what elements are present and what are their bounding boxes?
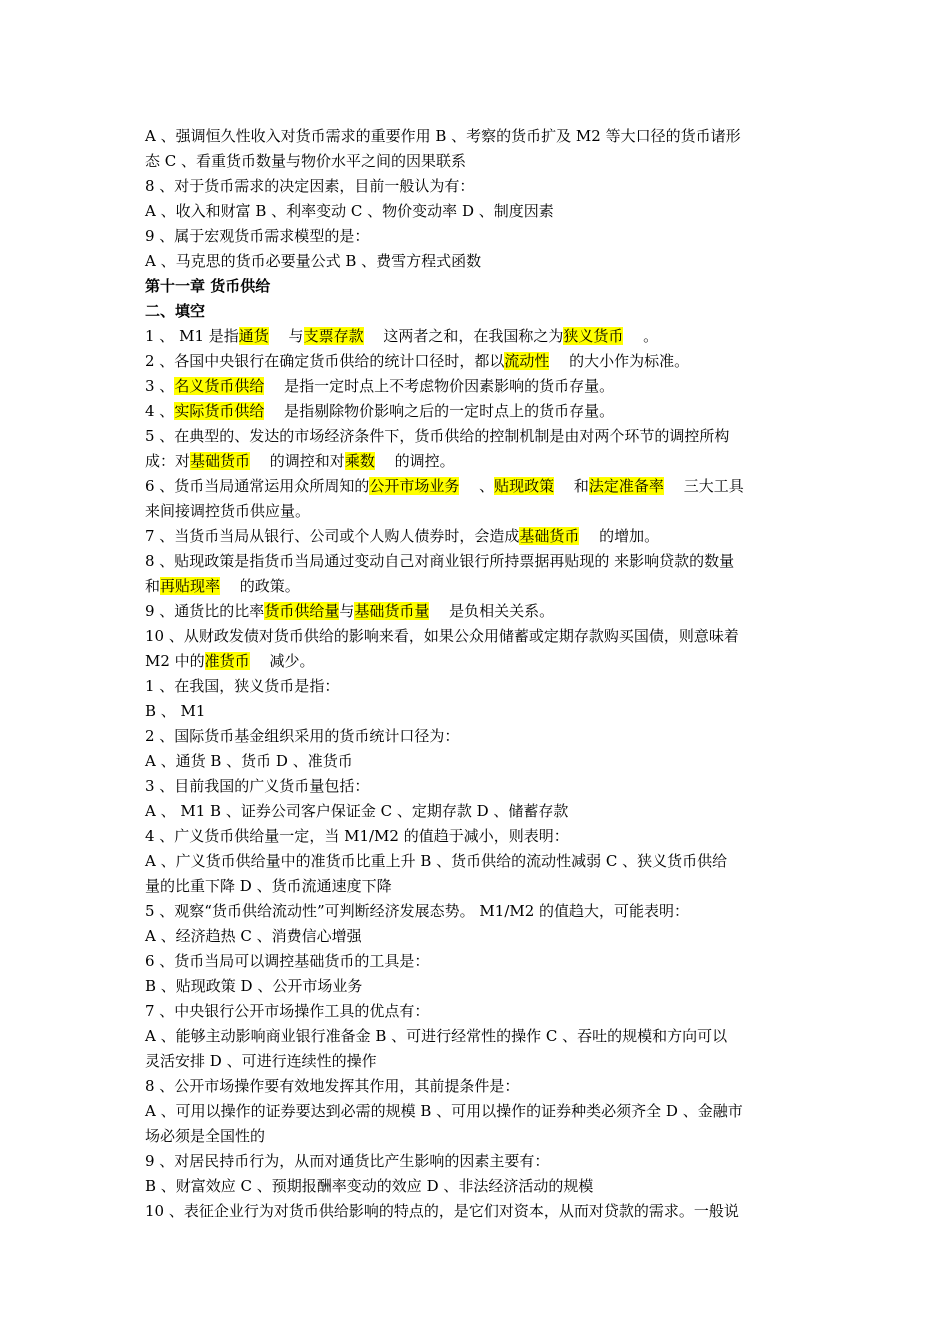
highlighted-answer: 法定准备率 — [588, 477, 664, 495]
highlighted-answer: 通货 — [238, 327, 269, 345]
text-line — [145, 474, 807, 499]
text-segment: 4 、广义货币供给量一定，当 M1/M2 的值趋于减小，则表明： — [145, 827, 569, 845]
text-segment: A 、通货 B 、货币 D 、准货币 — [145, 752, 353, 770]
text-line — [145, 899, 807, 924]
text-segment: 2 、各国中央银行在确定货币供给的统计口径时，都以 — [145, 352, 505, 370]
text-line — [145, 624, 807, 649]
text-segment: 这两者之和，在我国称之为 — [363, 327, 564, 345]
text-segment: 的大小作为标准。 — [549, 352, 690, 370]
text-line — [145, 1074, 807, 1099]
text-line — [145, 399, 807, 424]
text-segment: 第十一章 货币供给 — [145, 277, 271, 295]
text-segment: A 、马克思的货币必要量公式 B 、费雪方程式函数 — [145, 252, 482, 270]
highlighted-answer: 再贴现率 — [160, 577, 221, 595]
text-segment: 4 、 — [145, 402, 175, 420]
text-segment: 减少。 — [249, 652, 315, 670]
highlighted-answer: 狭义货币 — [563, 327, 624, 345]
text-line — [145, 1049, 807, 1074]
highlighted-answer: 支票存款 — [303, 327, 364, 345]
text-line — [145, 499, 807, 524]
text-line — [145, 674, 807, 699]
text-segment: 。 — [623, 327, 659, 345]
text-segment: 8 、对于货币需求的决定因素，目前一般认为有： — [145, 177, 475, 195]
text-line — [145, 774, 807, 799]
highlighted-answer: 乘数 — [344, 452, 375, 470]
text-line — [145, 1024, 807, 1049]
text-segment: 与 — [339, 602, 355, 620]
text-line — [145, 449, 807, 474]
highlighted-answer: 基础货币 — [190, 452, 251, 470]
text-segment: 成：对 — [145, 452, 191, 470]
text-segment: 是指一定时点上不考虑物价因素影响的货币存量。 — [264, 377, 615, 395]
text-segment: 3 、 — [145, 377, 175, 395]
text-segment: A 、广义货币供给量中的准货币比重上升 B 、货币供给的流动性减弱 C 、狭义货币供给 — [145, 852, 728, 870]
text-line — [145, 749, 807, 774]
text-segment: 10 、从财政发债对货币供给的影响来看，如果公众用储蓄或定期存款购买国债，则意味着 — [145, 627, 739, 645]
text-line — [145, 524, 807, 549]
text-line — [145, 1124, 807, 1149]
text-line — [145, 799, 807, 824]
text-segment: 是指剔除物价影响之后的一定时点上的货币存量。 — [264, 402, 615, 420]
text-segment: A 、 M1 B 、证券公司客户保证金 C 、定期存款 D 、储蓄存款 — [145, 802, 569, 820]
text-segment: 8 、公开市场操作要有效地发挥其作用，其前提条件是： — [145, 1077, 520, 1095]
text-segment: 8 、贴现政策是指货币当局通过变动自己对商业银行所持票据再贴现的 来影响贷款的数量 — [145, 552, 735, 570]
text-segment: 的政策。 — [220, 577, 300, 595]
text-line — [145, 149, 807, 174]
text-segment: B 、财富效应 C 、预期报酬率变动的效应 D 、非法经济活动的规模 — [145, 1177, 594, 1195]
text-line — [145, 249, 807, 274]
text-line — [145, 699, 807, 724]
text-segment: 3 、目前我国的广义货币量包括： — [145, 777, 370, 795]
text-segment: 7 、当货币当局从银行、公司或个人购人债券时，会造成 — [145, 527, 520, 545]
heading-line — [145, 299, 807, 324]
text-line — [145, 374, 807, 399]
text-segment: 7 、中央银行公开市场操作工具的优点有： — [145, 1002, 430, 1020]
text-line — [145, 174, 807, 199]
text-segment: 、 — [459, 477, 495, 495]
text-line — [145, 999, 807, 1024]
text-segment: 是负相关关系。 — [429, 602, 555, 620]
text-segment: 9 、通货比的比率 — [145, 602, 265, 620]
text-line — [145, 874, 807, 899]
text-segment: M2 中的 — [145, 652, 205, 670]
text-line — [145, 324, 807, 349]
text-line — [145, 549, 807, 574]
heading-line — [145, 274, 807, 299]
text-segment: 与 — [268, 327, 304, 345]
text-segment: A 、经济趋热 C 、消费信心增强 — [145, 927, 362, 945]
text-segment: 5 、观察“货币供给流动性”可判断经济发展态势。 M1/M2 的值趋大，可能表明： — [145, 902, 690, 920]
highlighted-answer: 货币供给量 — [264, 602, 340, 620]
text-segment: 1 、在我国，狭义货币是指： — [145, 677, 340, 695]
text-segment: 9 、对居民持币行为，从而对通货比产生影响的因素主要有： — [145, 1152, 550, 1170]
text-segment: 1 、 M1 是指 — [145, 327, 239, 345]
text-line — [145, 1099, 807, 1124]
text-line — [145, 724, 807, 749]
highlighted-answer: 名义货币供给 — [174, 377, 265, 395]
text-line — [145, 424, 807, 449]
text-segment: 的调控和对 — [250, 452, 345, 470]
text-line — [145, 574, 807, 599]
text-line — [145, 1149, 807, 1174]
text-segment: 10 、表征企业行为对货币供给影响的特点的，是它们对资本，从而对贷款的需求。一般说 — [145, 1202, 739, 1220]
text-segment: 和 — [145, 577, 161, 595]
text-line — [145, 599, 807, 624]
text-line — [145, 124, 807, 149]
text-segment: A 、能够主动影响商业银行准备金 B 、可进行经常性的操作 C 、吞吐的规模和方向可以 — [145, 1027, 728, 1045]
text-segment: 二、填空 — [145, 302, 206, 320]
highlighted-answer: 贴现政策 — [494, 477, 555, 495]
text-segment: A 、收入和财富 B 、利率变动 C 、物价变动率 D 、制度因素 — [145, 202, 554, 220]
text-line — [145, 949, 807, 974]
highlighted-answer: 准货币 — [204, 652, 250, 670]
text-segment: 6 、货币当局通常运用众所周知的 — [145, 477, 370, 495]
text-segment: 态 C 、看重货币数量与物价水平之间的因果联系 — [145, 152, 467, 170]
text-line — [145, 824, 807, 849]
text-segment: 的调控。 — [374, 452, 455, 470]
text-segment: 来间接调控货币供应量。 — [145, 502, 311, 520]
document-page — [145, 124, 807, 1224]
text-segment: 和 — [554, 477, 589, 495]
text-line — [145, 199, 807, 224]
text-segment: 9 、属于宏观货币需求模型的是： — [145, 227, 370, 245]
text-line — [145, 1174, 807, 1199]
text-segment: A 、可用以操作的证券要达到必需的规模 B 、可用以操作的证券种类必须齐全 D 、金融市 — [145, 1102, 743, 1120]
text-segment: B 、贴现政策 D 、公开市场业务 — [145, 977, 363, 995]
text-line — [145, 224, 807, 249]
highlighted-answer: 实际货币供给 — [174, 402, 265, 420]
text-segment: 三大工具 — [663, 477, 744, 495]
highlighted-answer: 公开市场业务 — [369, 477, 460, 495]
text-segment: B 、 M1 — [145, 702, 206, 720]
text-line — [145, 924, 807, 949]
text-segment: 量的比重下降 D 、货币流通速度下降 — [145, 877, 392, 895]
highlighted-answer: 基础货币量 — [354, 602, 430, 620]
text-line — [145, 349, 807, 374]
text-line — [145, 974, 807, 999]
text-line — [145, 849, 807, 874]
text-segment: 6 、货币当局可以调控基础货币的工具是： — [145, 952, 430, 970]
text-segment: A 、强调恒久性收入对货币需求的重要作用 B 、考察的货币扩及 M2 等大口径的货币诸形 — [145, 127, 741, 145]
text-segment: 灵活安排 D 、可进行连续性的操作 — [145, 1052, 377, 1070]
text-segment: 5 、在典型的、发达的市场经济条件下，货币供给的控制机制是由对两个环节的调控所构 — [145, 427, 730, 445]
text-segment: 2 、国际货币基金组织采用的货币统计口径为： — [145, 727, 460, 745]
highlighted-answer: 基础货币 — [519, 527, 580, 545]
highlighted-answer: 流动性 — [504, 352, 550, 370]
text-line — [145, 649, 807, 674]
text-segment: 的增加。 — [579, 527, 660, 545]
text-line — [145, 1199, 807, 1224]
text-segment: 场必须是全国性的 — [145, 1127, 266, 1145]
